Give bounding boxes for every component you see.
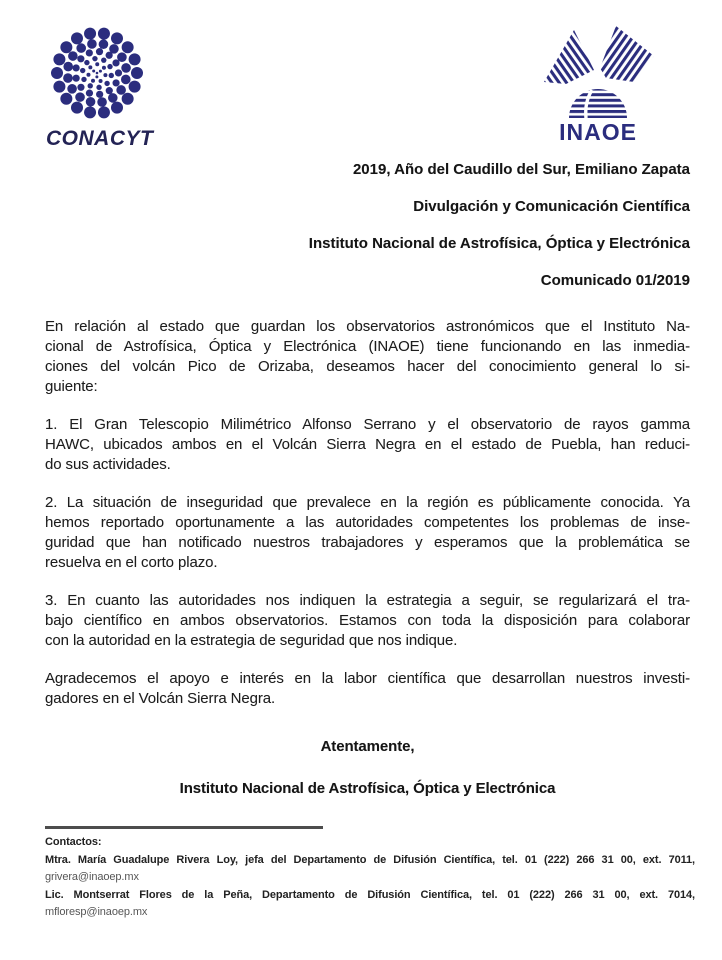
- contact-1-email: grivera@inaoep.mx: [45, 871, 139, 883]
- conacyt-wordmark: CONACYT: [46, 127, 154, 150]
- inaoe-left-wing: [544, 30, 594, 84]
- text-line: 2. La situación de inseguridad que prevalece en la región es públicamente conocida. Ya: [45, 494, 690, 511]
- conacyt-logo: [46, 26, 160, 151]
- footer-divider: [45, 826, 323, 829]
- contacts-footer: [45, 826, 695, 922]
- text-line: resuelva en el corto plazo.: [45, 554, 218, 571]
- inaoe-dome: [569, 89, 627, 118]
- contact-2-info: Lic. Montserrat Flores de la Peña, Departamento de Difusión Científica, tel. 01 (222) 266 31 00, ext. 7014,: [45, 888, 695, 901]
- contacts-title: Contactos:: [45, 836, 102, 848]
- contact-2-email: mfloresp@inaoep.mx: [45, 906, 148, 918]
- text-line: Agradecemos el apoyo e interés en la labor científica que desarrollan nuestros investi-: [45, 670, 690, 687]
- text-line: bajo científico en ambos observatorios. Estamos con toda la disposición para colaborar: [45, 612, 690, 629]
- inaoe-right-wing: [600, 26, 654, 82]
- letterhead: [0, 161, 722, 290]
- text-line: guiente:: [45, 378, 98, 395]
- paragraph-intro: [45, 317, 690, 397]
- contact-1-info: Mtra. María Guadalupe Rivera Loy, jefa del Departamento de Difusión Científica, tel. 01 (222) 266 31 00, ext. 7011,: [45, 853, 695, 866]
- signature-institute: Instituto Nacional de Astrofísica, Óptica y Electrónica: [179, 780, 556, 797]
- text-line: HAWC, ubicados ambos en el Volcán Sierra Negra en el estado de Puebla, han reduci-: [45, 436, 690, 453]
- letterhead-institute: Instituto Nacional de Astrofísica, Óptica y Electrónica: [308, 235, 690, 252]
- text-line: guridad que han notificado nuestros trabajadores y esperamos que la problemática se: [45, 534, 690, 551]
- paragraph-item-1: [45, 415, 690, 475]
- text-line: hemos reportado oportunamente a las autoridades competentes los problemas de inse-: [45, 514, 690, 531]
- letterhead-department: Divulgación y Comunicación Científica: [413, 198, 690, 215]
- text-line: do sus actividades.: [45, 456, 171, 473]
- text-line: ciones del volcán Pico de Orizaba, deseamos hacer del conocimiento general lo si-: [45, 358, 690, 375]
- closing-salutation: Atentamente,: [320, 738, 415, 755]
- conacyt-dot-spiral-icon: [50, 26, 144, 120]
- paragraph-item-2: [45, 493, 690, 573]
- text-line: 3. En cuanto las autoridades nos indiquen la estrategia a seguir, se regularizará el tra-: [45, 592, 690, 609]
- text-line: cional de Astrofísica, Óptica y Electrónica (INAOE) tiene funcionando en las inmedia-: [45, 338, 690, 355]
- inaoe-wordmark: INAOE: [559, 119, 637, 145]
- letterhead-year-motto: 2019, Año del Caudillo del Sur, Emiliano Zapata: [352, 161, 690, 178]
- inaoe-emblem-icon: [536, 26, 660, 148]
- letterhead-comunicado-number: Comunicado 01/2019: [540, 272, 690, 289]
- paragraph-item-3: [45, 591, 690, 651]
- inaoe-logo: [536, 26, 660, 153]
- paragraph-thanks: [45, 669, 690, 709]
- logo-row: [0, 0, 722, 153]
- text-line: gadores en el Volcán Sierra Negra.: [45, 690, 276, 707]
- letter-body: [45, 317, 690, 799]
- text-line: con la autoridad en la estrategia de seguridad que nos indique.: [45, 632, 458, 649]
- text-line: En relación al estado que guardan los observatorios astronómicos que el Instituto Na-: [45, 318, 690, 335]
- text-line: 1. El Gran Telescopio Milimétrico Alfonso Serrano y el observatorio de rayos gamma: [45, 416, 690, 433]
